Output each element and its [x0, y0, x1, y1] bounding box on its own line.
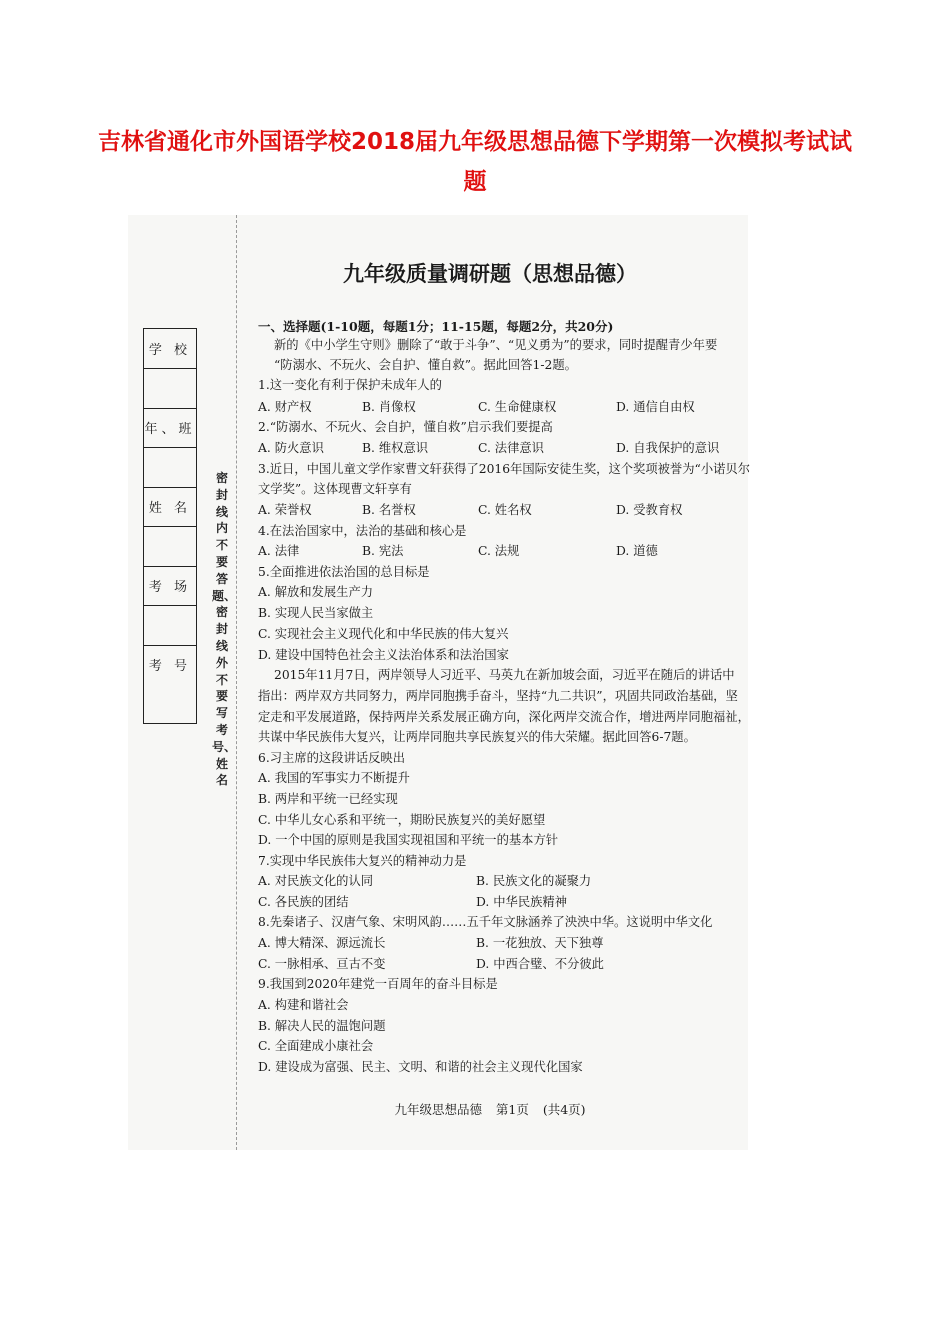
passage-line: 2015年11月7日，两岸领导人习近平、马英九在新加坡会面，习近平在随后的讲话中	[274, 668, 735, 682]
option: B. 民族文化的凝聚力	[476, 874, 592, 888]
page-footer: 九年级思想品德 第1页 (共4页)	[394, 1102, 586, 1117]
option: B. 宪法	[362, 544, 404, 558]
option: D. 自我保护的意识	[616, 441, 720, 455]
paper-title: 九年级质量调研题（思想品德）	[343, 262, 637, 286]
document-title	[60, 122, 890, 202]
passage-line: 指出：两岸双方共同努力，两岸同胞携手奋斗，坚持“九二共识”，巩固共同政治基础，坚	[258, 689, 738, 703]
option: C. 全面建成小康社会	[258, 1039, 374, 1053]
seal-fold-line	[236, 215, 237, 1150]
option: D. 通信自由权	[616, 400, 695, 414]
option: B. 解决人民的温饱问题	[258, 1019, 386, 1033]
option: B. 名誉权	[362, 503, 416, 517]
option: D. 受教育权	[616, 503, 683, 517]
option: B. 肖像权	[362, 400, 416, 414]
question-stem: 7.实现中华民族伟大复兴的精神动力是	[258, 854, 467, 868]
question-stem: 2.“防溺水、不玩火、会自护，懂自救”启示我们要提高	[258, 420, 553, 434]
option: C. 一脉相承、亘古不变	[258, 957, 386, 971]
passage-line: “防溺水、不玩火、会自护、懂自救”。据此回答1-2题。	[274, 358, 577, 372]
option: A. 法律	[258, 544, 300, 558]
question-stem: 3.近日，中国儿童文学作家曹文轩获得了2016年国际安徒生奖，这个奖项被誉为“小诺贝尔	[258, 462, 751, 476]
option: D. 中西合璧、不分彼此	[476, 957, 604, 971]
question-stem: 1.这一变化有利于保护未成年人的	[258, 378, 442, 392]
option: C. 姓名权	[478, 503, 532, 517]
option: A. 博大精深、源远流长	[258, 936, 386, 950]
option: B. 一花独放、天下独尊	[476, 936, 604, 950]
document-title-line2: 题	[463, 169, 487, 195]
option: C. 实现社会主义现代化和中华民族的伟大复兴	[258, 627, 509, 641]
school-label: 学 校	[148, 343, 192, 358]
option: D. 道德	[616, 544, 658, 558]
student-info-box	[143, 328, 197, 724]
option: C. 各民族的团结	[258, 895, 349, 909]
option: A. 构建和谐社会	[258, 998, 349, 1012]
option: A. 荣誉权	[258, 503, 312, 517]
class-label: 年、班	[144, 422, 196, 437]
question-stem: 文学奖”。这体现曹文轩享有	[258, 482, 412, 496]
document-title-line1: 吉林省通化市外国语学校2018届九年级思想品德下学期第一次模拟考试试	[97, 129, 852, 155]
option: D. 一个中国的原则是我国实现祖国和平统一的基本方针	[258, 833, 559, 847]
number-label: 考 号	[148, 659, 192, 674]
option: A. 防火意识	[258, 441, 324, 455]
option: B. 两岸和平统一已经实现	[258, 792, 398, 806]
question-stem: 9.我国到2020年建党一百周年的奋斗目标是	[258, 977, 498, 991]
option: A. 解放和发展生产力	[258, 585, 374, 599]
option: B. 实现人民当家做主	[258, 606, 374, 620]
question-stem: 5.全面推进依法治国的总目标是	[258, 565, 430, 579]
option: C. 法规	[478, 544, 520, 558]
name-label: 姓 名	[148, 501, 192, 516]
option: A. 我国的军事实力不断提升	[258, 771, 410, 785]
passage-line: 共谋中华民族伟大复兴，让两岸同胞共享民族复兴的伟大荣耀。据此回答6-7题。	[258, 730, 696, 744]
option: A. 财产权	[258, 400, 312, 414]
passage-line: 新的《中小学生守则》删除了“敢于斗争”、“见义勇为”的要求，同时提醒青少年要	[274, 338, 718, 352]
option: C. 中华儿女心系和平统一，期盼民族复兴的美好愿望	[258, 813, 546, 827]
option: A. 对民族文化的认同	[258, 874, 374, 888]
option: D. 建设成为富强、民主、文明、和谐的社会主义现代化国家	[258, 1060, 583, 1074]
passage-line: 定走和平发展道路，保持两岸关系发展正确方向，深化两岸交流合作，增进两岸同胞福祉，	[258, 710, 750, 724]
question-stem: 4.在法治国家中，法治的基础和核心是	[258, 524, 467, 538]
option: C. 生命健康权	[478, 400, 557, 414]
room-label: 考 场	[148, 580, 192, 595]
seal-notice: 密封线内不要答题、密封线外不要写考号、姓名	[212, 471, 237, 788]
option: D. 建设中国特色社会主义法治体系和法治国家	[258, 648, 509, 662]
option: C. 法律意识	[478, 441, 544, 455]
option: D. 中华民族精神	[476, 895, 568, 909]
question-stem: 6.习主席的这段讲话反映出	[258, 751, 405, 765]
section-heading: 一、选择题(1-10题，每题1分；11-15题，每题2分，共20分)	[258, 319, 614, 334]
option: B. 维权意识	[362, 441, 429, 455]
question-stem: 8.先秦诸子、汉唐气象、宋明风韵……五千年文脉涵养了泱泱中华。这说明中华文化	[258, 915, 713, 929]
